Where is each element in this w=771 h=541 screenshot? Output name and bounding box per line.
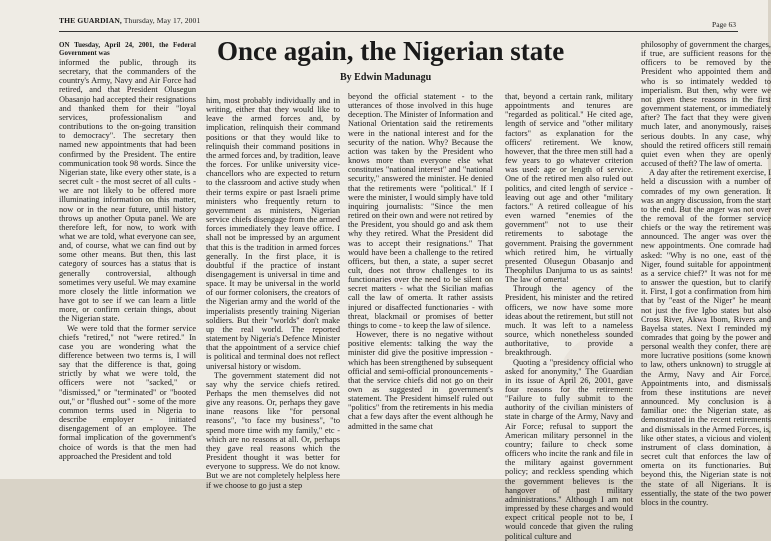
paper-name: THE GUARDIAN, bbox=[59, 16, 122, 25]
column-lead: ON Tuesday, April 24, 2001, the Federal Government was bbox=[59, 41, 196, 57]
paragraph: beyond the official statement - to the utterances of those involved in this huge deception. The Minister of Information and National Orientation said the retirements were in the national interest and for the security of the nation. Why? Because the action was taken by the President who knows more than everyone else what constitutes "national interest" and "national security," answered the minister. He denied that the retirements were "political." If I were the minister, I would simply have told inquiring journalists: "Since the men retired on their own and were not retired by the President, you should go and ask them why they retired. What the President did was to accept their resignations." That would have been a challenge to the retired officers, but then, a state, a super secret cult, does not throw challenges to its functionaries over the need to be silent on secret matters - what the Sicilian mafias call the law of omerta. It rather assists injured or disaffected functionaries - with threat, blackmail or promises of better things to come - to keep the law of silence. bbox=[348, 92, 493, 330]
paragraph: However, there is no negative without positive elements: talking the way the minister did give the positive impression - which has been strengthened by subsequent official and semi-official pronouncements - that the service chiefs did not go on their own as suggested in government's statement. The President himself ruled out "politics" from the retirements in his media chat a few days after the event although he admitted in the same chat bbox=[348, 330, 493, 431]
paragraph: Through the agency of the President, his minister and the retired officers, we now have some more ideas about the retirement, but still not much. It was left to a nameless source, which nonetheless sounded authoritative, to provide a breakthrough. bbox=[505, 284, 633, 358]
paragraph: informed the public, through its secretary, that the commanders of the country's Army, Navy and Air Force had retired, and that President Olusegun Obasanjo had accepted their resignations and thanked them for their "loyal services, professionalism and contributions to the on-going transition to democracy". The secretary then named new appointments that had been confirmed by the President. The entire communication took 98 words. Since the Nigerian state, like every other state, is a secret cult - the most secret of all cults - we are not likely to be offered more illuminating information on this matter, now or in the near future, until history throws up another Oputa panel. We are therefore left, for now, to work with what we are told, what everyone can see, and, of course, what we can find out by some other means. But then, this last category of sources has a status that is generally controversial, although sometimes very useful. We may examine more closely the little information we have got to see if we can learn a little more, or confirm certain things, about the Nigerian state. bbox=[59, 58, 196, 324]
top-rule bbox=[59, 31, 738, 32]
paragraph: that, beyond a certain rank, military appointments and tenures are "regarded as political." He cited age, length of service and "other military factors" as explanation for the officers' retirement. We know, however, that the three men still had a few years to go whatever criterion was used: age or length of service. One of the retired men also ruled out politics, and cited length of service - leaving out age and other "military factors." A retired colleague of his even warned "enemies of the government" not to use their retirements to sabotage the government. Praising the government which retired him, he virtually presented Olusegun Obasanjo and Theophilus Danjuma to us as saints! The law of omerta! bbox=[505, 92, 633, 285]
article-column-5 bbox=[641, 40, 771, 507]
paragraph: philosophy of government the charges, if true, are sufficient reasons for the officers to be removed by the President who appointed them and who is so intimately wedded to imperialism. But then, why were we not given these reasons in the first government statement, or immediately after? The fact that they were given much later, and anonymously, raises serious doubts. In any case, why should the retired officers still remain quiet even when they are openly accused of theft? The law of omerta. bbox=[641, 40, 771, 169]
issue-date: Thursday, May 17, 2001 bbox=[121, 16, 201, 25]
article-column-1 bbox=[59, 41, 196, 471]
article-column-4 bbox=[505, 92, 633, 541]
article-column-3 bbox=[348, 92, 493, 471]
paragraph: The government statement did not say why the service chiefs retired. Perhaps the men themselves did not give any reasons. Or, perhaps they gave inane reasons like "for personal reasons", "to face my business", "to spend more time with my family," etc - which are no reasons at all. Or, perhaps they gave real reasons which the President thought it was better for everyone to suppress. We do not know. But we are not completely helpless here if we choose to go just a step bbox=[206, 370, 340, 490]
paragraph: him, most probably individually and in writing, either that they would like to leave the armed forces and, by implication, relinquish their command positions or that they would like to relinquish their command positions in the armed forces and, by tradition, leave the forces. For unlike university vice-chancellors who are expected to return to the classroom and active study when their terms expire or past Israeli prime ministers who frequently return to government as ministers, Nigerian service chiefs disengage from the armed forces immediately they leave office. I shall not be impressed by an argument that this is the tradition in armed forces generally. In the first place, it is doubtful if the practice of instant disengagement is universal in time and space. It may be universal in the world of our former colonisers, the creators of the Nigerian army and the world of the imperialists presently training Nigerian soldiers. But their "worlds" don't make up the real world. The reported statement by Nigeria's Defence Minister that the appointment of a service chief is political and terminal does not reflect universal history or wisdom. bbox=[206, 96, 340, 371]
masthead bbox=[59, 16, 200, 25]
paragraph: A day after the retirement exercise, I held a discussion with a number of comrades of my own generation. It was an angry discussion, from the start to the end. But the anger was not over the removal of the former service chiefs or the way the retirement was announced. The anger was over the new appointments. One comrade had asked: "Why is no one, east of the Niger, found suitable for appointment as a service chief?" It was not for me to answer the question, but to clarify it. First, I got a confirmation from him that by "east of the Niger" he meant not just the five Igbo states but also Cross River, Akwa Ibom, Rivers and Bayelsa states. Next I reminded my comrades that going by the power and personal wealth they confer, there are more lucrative positions (some known to law, others unknown) to struggle at the Army, Navy and Air Force. Appointments into, and dismissals from these institutions are never announced. My conclusion is a familiar one: the Nigerian state, as demonstrated in the recent retirements and dismissals in the Armed Forces, is, like other states, a vicious and violent instrument of class domination, a secret cult that enforces the law of omerta on its functionaries. But beyond this, the Nigerian state is not the state of all Nigerians. It is essentially, the state of the two power blocs in the country. bbox=[641, 168, 771, 507]
paragraph: Quoting a "presidency official who asked for anonymity," The Guardian in its issue of April 26, 2001, gave four reasons for the retirement: "Failure to fully submit to the authority of the civilian ministers of state in charge of the Army, Navy and Air Force; refusal to support the American military personnel in the country; failure to check some officers who incite the rank and file in the military against government policy; and reckless spending which the government believes is the hangover of past military administrations." Although I am not impressed by these charges and would expect critical people not to be, I would concede that given the ruling political culture and bbox=[505, 357, 633, 541]
headline: Once again, the Nigerian state bbox=[217, 36, 565, 66]
article-column-2 bbox=[206, 96, 340, 490]
page-number: Page 63 bbox=[712, 20, 736, 29]
byline: By Edwin Madunagu bbox=[340, 72, 432, 83]
paragraph: We were told that the former service chiefs "retired," not "were retired." In case you are wondering what the difference between two terms is, I will say that the difference is that, going strictly by what we were told, the officers were not "sacked," or "dismissed," or "terminated" or "booted out," or "flushed out" - some of the more common terms used in Nigeria to describe employer - initiated disengagement of an employee. The formal implication of the government's choice of words is that the men had approached the President and told bbox=[59, 323, 196, 461]
